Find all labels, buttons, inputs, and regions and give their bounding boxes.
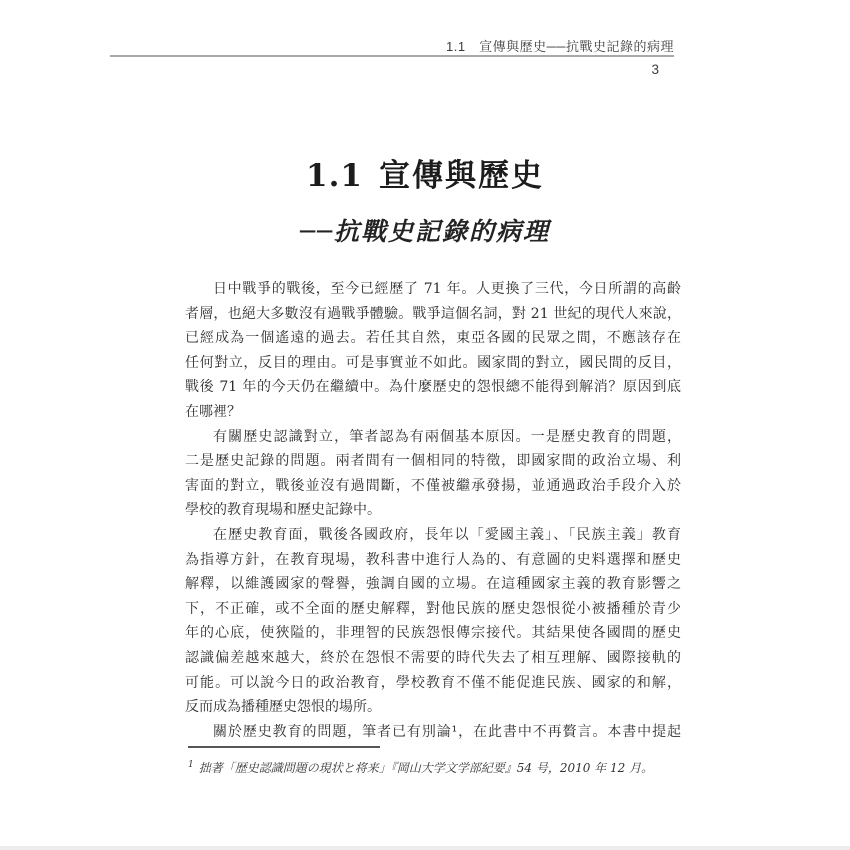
footnote-rule	[188, 746, 380, 748]
scan-artifact-bar	[0, 846, 850, 850]
text-line: 關於歷史教育的問題，筆者已有別論¹，在此書中不再贅言。本書中提起	[213, 723, 681, 740]
text-line: 任何對立，反目的理由。可是事實並不如此。國家間的對立，國民間的反目，	[185, 354, 681, 371]
chapter-subtitle: ──抗戰史記錄的病理	[299, 217, 551, 246]
text-line: 年的心底，使狹隘的，非理智的民族怨恨傳宗接代。其結果使各國間的歷史	[185, 625, 681, 642]
text-line: 反而成為播種歷史怨恨的場所。	[185, 699, 381, 716]
text-line: 在歷史教育面，戰後各國政府，長年以「愛國主義」、「民族主義」教育	[213, 526, 681, 543]
text-line: 認識偏差越來越大，終於在怨恨不需要的時代失去了相互理解、國際接軌的	[185, 649, 681, 666]
text-line: 已經成為一個遙遠的過去。若任其自然，東亞各國的民眾之間，不應該存在	[185, 330, 681, 347]
text-line: 下，不正確，或不全面的歷史解釋，對他民族的歷史怨恨從小被播種於青少	[185, 600, 681, 617]
running-title: 1.1 宣傳與歷史──抗戰史記錄的病理	[446, 39, 674, 54]
running-header	[446, 36, 674, 55]
text-line: 者層，也絕大多數沒有過戰爭體驗。戰爭這個名詞，對 21 世紀的現代人來說，	[185, 305, 681, 322]
text-line: 有關歷史認識對立，筆者認為有兩個基本原因。一是歷史教育的問題，	[213, 428, 681, 445]
footnote-marker: 1	[188, 760, 194, 770]
text-line: 在哪裡？	[185, 403, 241, 420]
title-block	[177, 150, 673, 248]
chapter-title-text: 宣傳與歷史	[378, 158, 544, 194]
body-text	[185, 277, 681, 744]
text-line: 為指導方針，在教育現場，教科書中進行人為的、有意圖的史料選擇和歷史	[185, 551, 681, 568]
page-number: 3	[651, 62, 659, 77]
text-line: 二是歷史記錄的問題。兩者間有一個相同的特徵，即國家間的政治立場、利	[185, 453, 681, 470]
text-line: 解釋，以維護國家的聲譽，強調自國的立場。在這種國家主義的教育影響之	[185, 576, 681, 593]
text-line: 可能。可以說今日的政治教育，學校教育不僅不能促進民族、國家的和解，	[185, 674, 681, 691]
text-line: 日中戰爭的戰後，至今已經歷了 71 年。人更換了三代，今日所謂的高齡	[213, 281, 681, 297]
footnote	[188, 757, 673, 777]
text-line: 戰後 71 年的今天仍在繼續中。為什麼歷史的怨恨總不能得到解消？原因到底	[185, 379, 681, 396]
chapter-number: 1.1	[306, 158, 363, 194]
text-line: 學校的教育現場和歷史記錄中。	[185, 502, 381, 519]
text-line: 害面的對立，戰後並沒有過間斷，不僅被繼承發揚，並通過政治手段介入於	[185, 477, 681, 494]
chapter-title	[177, 150, 673, 195]
footnote-text: 拙著「歴史認識問題の現状と将来」『岡山大学文学部紀要』54 号，2010 年 12 月。	[198, 761, 654, 775]
header-rule	[110, 55, 674, 57]
